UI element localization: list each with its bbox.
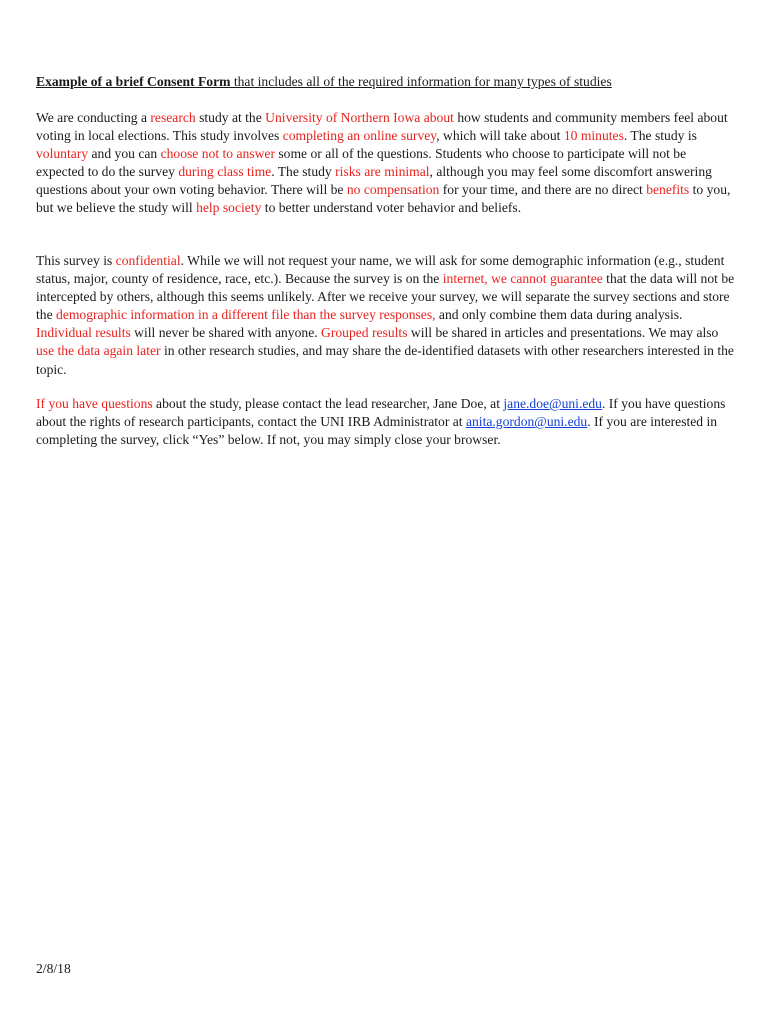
heading-bold: Example of a brief Consent Form [36, 74, 231, 89]
highlighted-text: confidential [115, 253, 181, 268]
highlighted-text: University of Northern Iowa about [265, 110, 454, 125]
body-text: will be shared in articles and presentations. We may also [407, 325, 719, 341]
body-text: . The study [271, 164, 336, 180]
body-text: , although you may feel some discomfort answering questions about your own voting behavior. There will be [36, 164, 712, 198]
body-text: some or all of the questions. Students who choose to participate will not be expected to do the survey [36, 146, 687, 180]
email-link[interactable]: anita.gordon@uni.edu [465, 414, 588, 430]
body-text: . The study is [623, 128, 697, 144]
highlighted-text: benefits [646, 182, 690, 198]
body-text: to better understand voter behavior and beliefs. [261, 200, 522, 216]
highlighted-text: If you have questions [36, 396, 153, 411]
body-text: . While we will not request your name, we will ask for some demographic information (e.g., student status, major, county of residence, race, etc.). Because the survey is on the [36, 253, 725, 287]
body-text: . If you are interested in completing the survey, click “Yes” below. If not, you may simply close your browser. [36, 414, 718, 448]
body-text: for your time, and there are no direct [439, 182, 647, 198]
highlighted-text: internet, we cannot guarantee [442, 271, 603, 287]
highlighted-text: no compensation [346, 182, 440, 198]
highlighted-text: use the data again later [36, 343, 161, 359]
highlighted-text: 10 minutes [563, 128, 624, 144]
body-text: will never be shared with anyone. [130, 325, 322, 341]
body-text: study at the [195, 110, 266, 125]
paragraph-contact [36, 395, 736, 449]
footer-date: 2/8/18 [36, 961, 71, 976]
body-text: in other research studies, and may share the de-identified datasets with other researchers interested in the topic. [36, 343, 734, 377]
highlighted-text: completing an online survey [282, 128, 437, 144]
body-text: how students and community members feel about voting in local elections. This study involves [36, 110, 728, 144]
body-text: and only combine them data during analysis. [435, 307, 683, 323]
email-link[interactable]: jane.doe@uni.edu [503, 396, 602, 411]
paragraph-confidentiality [36, 252, 736, 379]
highlighted-text: risks are minimal [335, 164, 430, 180]
body-text: , which will take about [436, 128, 564, 144]
heading-rest: that includes all of the required information for many types of studies [230, 74, 612, 89]
body-text: that the data will not be intercepted by others, although this seems unlikely. After we receive your survey, we will separate the survey sections and store the [36, 271, 735, 323]
body-text: We are conducting a [36, 110, 151, 125]
paragraph-study-description [36, 109, 736, 218]
body-text: about the study, please contact the lead researcher, Jane Doe, at [152, 396, 504, 411]
body-text: This survey is [36, 253, 116, 268]
highlighted-text: Grouped results [321, 325, 408, 341]
document-heading [36, 73, 736, 91]
body-text: and you can [88, 146, 161, 162]
highlighted-text: Individual results [36, 325, 131, 341]
highlighted-text: demographic information in a different file than the survey responses, [56, 307, 436, 323]
highlighted-text: choose not to answer [160, 146, 275, 162]
highlighted-text: help society [196, 200, 262, 216]
highlighted-text: during class time [178, 164, 272, 180]
body-text: . If you have questions about the rights of research participants, contact the UNI IRB Administrator at [36, 396, 726, 430]
highlighted-text: research [150, 110, 196, 125]
highlighted-text: voluntary [36, 146, 89, 162]
body-text: to you, but we believe the study will [36, 182, 731, 216]
